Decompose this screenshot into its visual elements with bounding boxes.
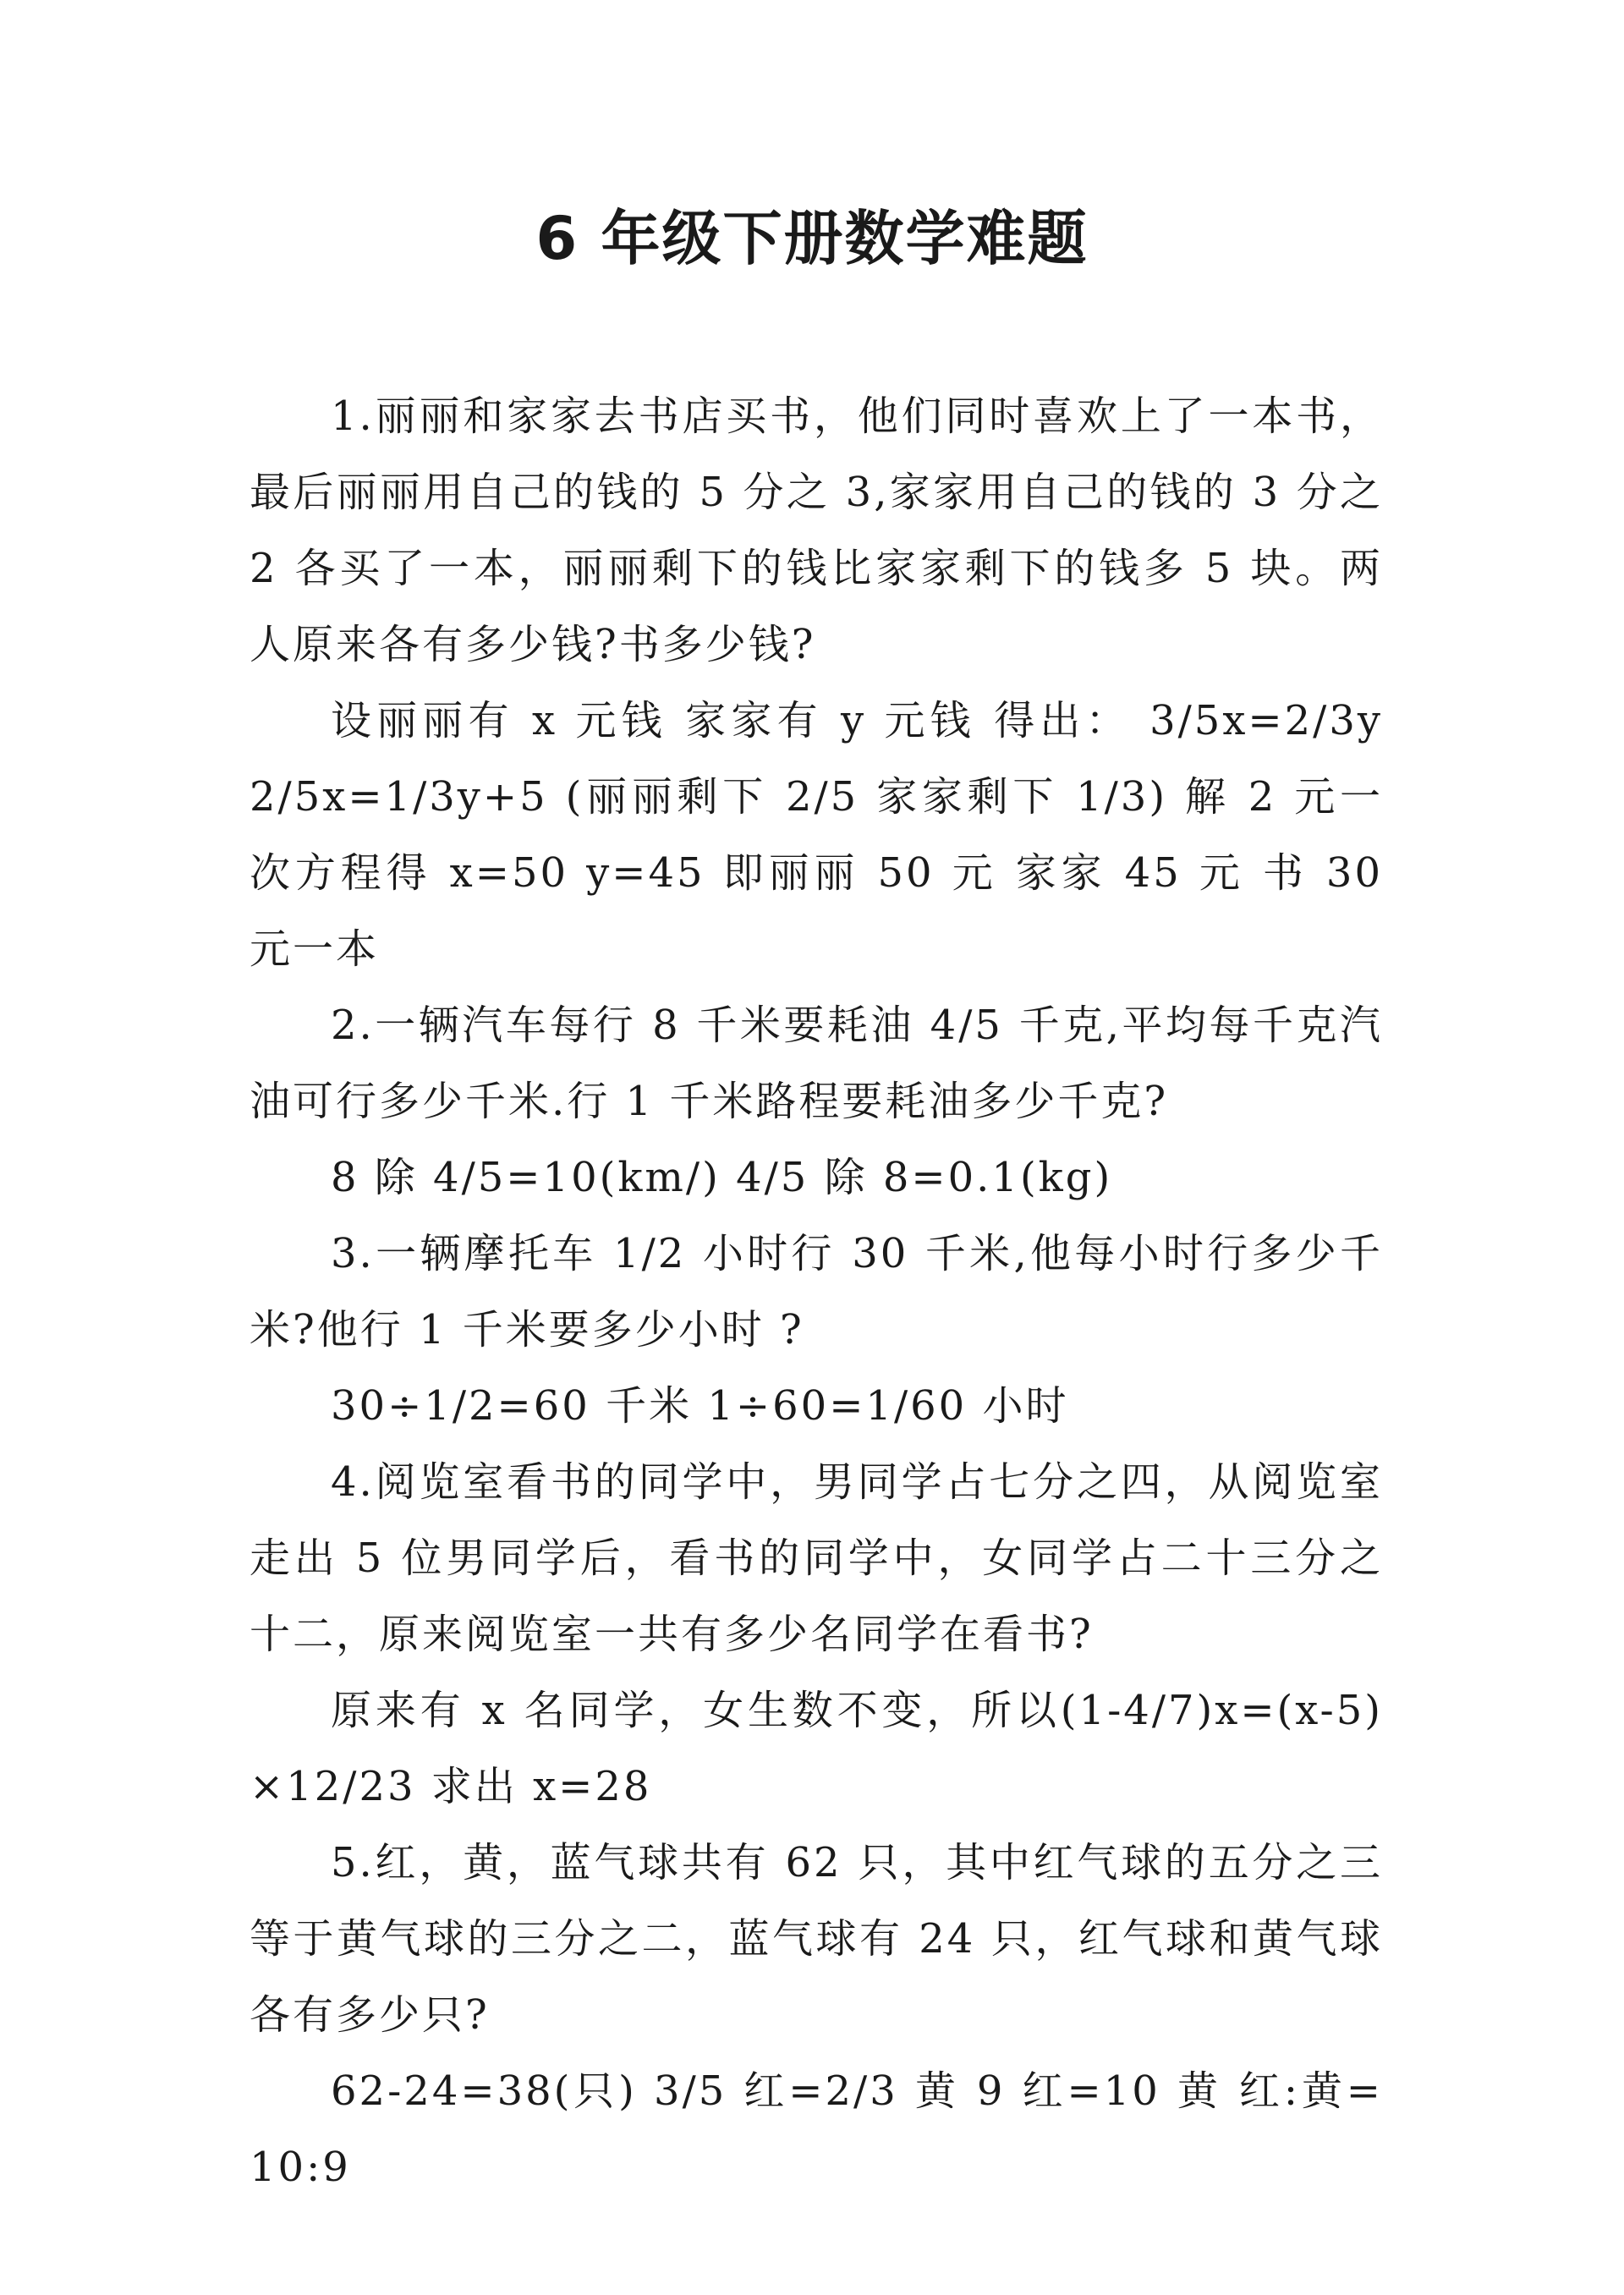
problem-5-question: 5.红，黄，蓝气球共有 62 只，其中红气球的五分之三等于黄气球的三分之二，蓝气球有 24 只，红气球和黄气球各有多少只? (250, 1839, 1383, 2039)
problem-5-solution: 62-24=38(只) 3/5 红=2/3 黄 9 红=10 黄 红:黄=10:9 (250, 2067, 1383, 2191)
problem-4-question: 4.阅览室看书的同学中，男同学占七分之四，从阅览室走出 5 位男同学后，看书的同学中，女同学占二十三分之十二，原来阅览室一共有多少名同学在看书? (250, 1458, 1383, 1658)
problem-3-question: 3.一辆摩托车 1/2 小时行 30 千米,他每小时行多少千米?他行 1 千米要多少小时 ? (250, 1230, 1383, 1353)
document-body (250, 378, 1383, 2205)
problem-1-solution: 设丽丽有 x 元钱 家家有 y 元钱 得出： 3/5x=2/3y 2/5x=1/3y+5 (丽丽剩下 2/5 家家剩下 1/3) 解 2 元一次方程得 x=50 y=45 即丽丽 50 元 家家 45 元 书 30 元一本 (250, 697, 1383, 973)
document-title: 6 年级下册数学难题 (535, 204, 1089, 273)
problem-4-solution: 原来有 x 名同学，女生数不变，所以(1-4/7)x=(x-5)×12/23 求出 x=28 (250, 1687, 1383, 1810)
problem-2-solution: 8 除 4/5=10(km/) 4/5 除 8=0.1(kg) (331, 1154, 1113, 1201)
problem-2-question: 2.一辆汽车每行 8 千米要耗油 4/5 千克,平均每千克汽油可行多少千米.行 1 千米路程要耗油多少千克? (250, 1002, 1383, 1125)
problem-3-solution: 30÷1/2=60 千米 1÷60=1/60 小时 (331, 1382, 1069, 1430)
problem-1-question: 1.丽丽和家家去书店买书，他们同时喜欢上了一本书，最后丽丽用自己的钱的 5 分之 3,家家用自己的钱的 3 分之 2 各买了一本，丽丽剩下的钱比家家剩下的钱多 5 块。两人原来各有多少钱?书多少钱? (250, 393, 1383, 668)
